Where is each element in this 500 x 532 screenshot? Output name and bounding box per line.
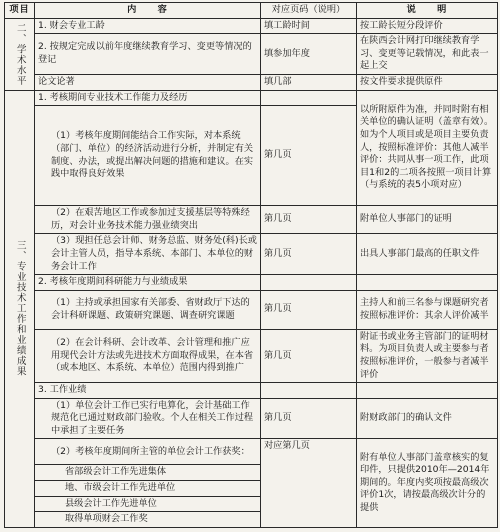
table-row bbox=[5, 439, 498, 465]
table-row bbox=[5, 18, 498, 34]
header-code: 对应页码（说明） bbox=[261, 3, 357, 19]
row-content: （1）考核年度期间能结合工作实际，对本系统（部门、单位）的经济活动进行分析，并制定有关制度、办法，或提出解决问题的措施和建议。在实践中取得良好效果 bbox=[35, 106, 261, 206]
row-code: 第几页 bbox=[261, 290, 357, 329]
group-title: 3. 工作业绩 bbox=[35, 383, 261, 399]
group-title-row bbox=[5, 383, 498, 399]
row-content: （1）单位会计工作已实行电算化，会计基础工作规范化已通过财政部门验收。个人在相关工作过程中承担了主要任务 bbox=[35, 398, 261, 439]
row-note: 以所附原件为准，并同时附有相关单位的确认证明（盖章有效）。如为个人项目或是项目主要负责人，按照标准评价：其他人减半评价：共同从事一项工作，此项目1和2的二项各按照一项目计算（与系统的表5小项对应） bbox=[357, 90, 498, 206]
table-row bbox=[5, 206, 498, 234]
category-academic: 二、学术水平 bbox=[5, 18, 35, 90]
group-title-row bbox=[5, 275, 498, 291]
row-note: 主持人和前三名参与课题研究者按照标准评价：其余人评价减半 bbox=[357, 290, 498, 329]
row-code: 第几页 bbox=[261, 329, 357, 382]
row-code: 第几页 bbox=[261, 398, 357, 439]
header-note: 说 明 bbox=[357, 3, 498, 19]
header-item: 项目 bbox=[5, 3, 35, 19]
row-code: 对应第几页 bbox=[261, 439, 357, 527]
group-title: 2. 考核年度期间科研能力与业绩成果 bbox=[35, 275, 261, 291]
category-performance: 三、专业技术工作和业绩成果 bbox=[5, 90, 35, 527]
row-note: 附单位人事部门的证明 bbox=[357, 206, 498, 234]
row-note: 出具人事部门最高的任职文件 bbox=[357, 234, 498, 275]
table-row bbox=[5, 234, 498, 275]
row-content: （2）考核年度期间所主管的单位会计工作获奖： bbox=[35, 439, 261, 465]
award-item: 地、市级会计工作先进单位 bbox=[35, 481, 261, 497]
row-code: 填几部 bbox=[261, 74, 357, 90]
table-row bbox=[5, 398, 498, 439]
table-row bbox=[5, 290, 498, 329]
row-note: 附有单位人事部门盖章核实的复印件，只提供2010年—2014年期间的。年度内奖项按最高级次评价1次，请按最高级次计分的提供 bbox=[357, 439, 498, 527]
row-content: （2）在艰苦地区工作或参加过支援基层等特殊经历，对会计业务技术能力强业绩突出 bbox=[35, 206, 261, 234]
row-content: 论文论著 bbox=[35, 74, 261, 90]
row-code: 填工龄时间 bbox=[261, 18, 357, 34]
group-title: 1. 考核期间专业技术工作能力及经历 bbox=[35, 90, 261, 106]
row-note: 按工龄长短分段评价 bbox=[357, 18, 498, 34]
row-code: 填参加年度 bbox=[261, 34, 357, 75]
row-content: （1）主持或承担国家有关部委、省财政厅下达的会计科研课题、政策研究课题、调查研究课题 bbox=[35, 290, 261, 329]
evaluation-table bbox=[4, 2, 498, 528]
table-row bbox=[5, 74, 498, 90]
award-item: 取得单项财会工作奖 bbox=[35, 512, 261, 528]
row-note: 在陕西会计网打印继续教育学习、变更等记载情况，和此表一起上交 bbox=[357, 34, 498, 75]
table-row bbox=[5, 329, 498, 382]
row-content: 1. 财会专业工龄 bbox=[35, 18, 261, 34]
row-note: 附证书或业务主管部门的证明材料。为项目负责人或主要参与者按照标准评价，一般参与者减半评价 bbox=[357, 329, 498, 382]
table-row bbox=[5, 34, 498, 75]
row-code: 第几页 bbox=[261, 106, 357, 206]
row-content: （3）现担任总会计师、财务总监、财务处(科)长或会计主管人员，指导本系统、本部门、本单位的财务会计工作 bbox=[35, 234, 261, 275]
award-item: 县级会计工作先进单位 bbox=[35, 496, 261, 512]
row-code: 第几页 bbox=[261, 234, 357, 275]
row-content: （2）在会计科研、会计改革、会计管理和推广应用现代会计方法或先进技术方面取得成果，在本省（或本地区、本系统、本单位）范围内得到推广 bbox=[35, 329, 261, 382]
row-code: 第几页 bbox=[261, 206, 357, 234]
row-content: 2. 按规定完成以前年度继续教育学习、变更等情况的登记 bbox=[35, 34, 261, 75]
row-note: 按文件要求提供原件 bbox=[357, 74, 498, 90]
header-content: 内 容 bbox=[35, 3, 261, 19]
row-note: 附财政部门的确认文件 bbox=[357, 398, 498, 439]
group-title-row bbox=[5, 90, 498, 106]
award-item: 省部级会计工作先进集体 bbox=[35, 465, 261, 481]
header-row bbox=[5, 3, 498, 19]
